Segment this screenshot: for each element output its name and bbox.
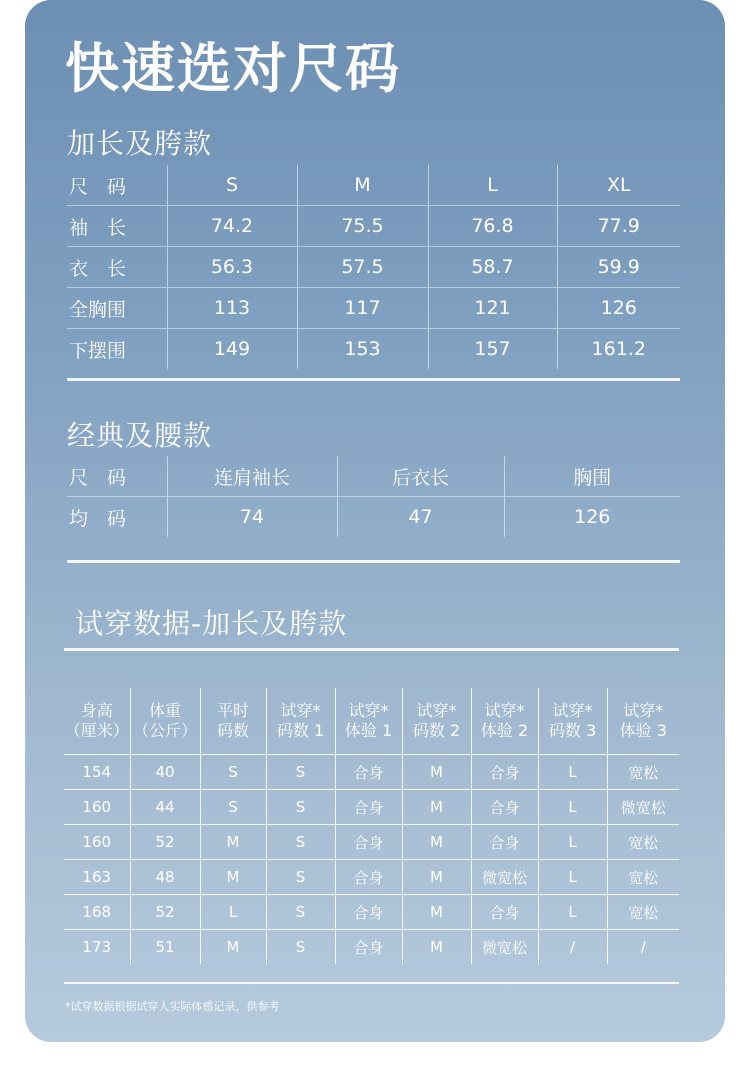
trial-cell: 168 — [64, 895, 130, 930]
size-value: 113 — [167, 288, 297, 329]
size-value: 161.2 — [557, 329, 680, 370]
trial-cell: 合身 — [335, 825, 402, 860]
trial-header-cell — [64, 688, 130, 755]
trial-header-text: （公斤） — [132, 721, 197, 740]
trial-cell: M — [402, 755, 471, 790]
trial-cell: M — [200, 860, 266, 895]
header-cell: S — [167, 165, 297, 206]
trial-header-cell — [130, 688, 200, 755]
trial-header-text: 试穿* — [416, 701, 457, 720]
trial-cell: S — [266, 825, 335, 860]
section-divider — [64, 648, 679, 651]
trial-header-cell — [266, 688, 335, 755]
trial-cell: S — [200, 755, 266, 790]
trial-header-cell — [402, 688, 471, 755]
trial-header-cell — [200, 688, 266, 755]
size-table-long-wide — [67, 165, 680, 369]
row-label: 全胸围 — [67, 288, 167, 329]
row-label: 袖 长 — [67, 206, 167, 247]
section-divider — [67, 560, 680, 563]
trial-header-text: 试穿* — [484, 701, 525, 720]
trial-header-cell — [607, 688, 679, 755]
size-row — [67, 206, 680, 247]
trial-row — [64, 755, 679, 790]
section-divider — [64, 982, 679, 984]
size-value: 56.3 — [167, 247, 297, 288]
trial-cell: L — [200, 895, 266, 930]
trial-header-text: 码数 — [216, 721, 249, 740]
size-value: 74 — [167, 497, 337, 538]
size-row — [67, 497, 680, 538]
size-row — [67, 288, 680, 329]
trial-row — [64, 930, 679, 965]
header-cell: XL — [557, 165, 680, 206]
trial-header-cell — [538, 688, 607, 755]
size-row — [67, 247, 680, 288]
size-value: 153 — [297, 329, 428, 370]
trial-row — [64, 825, 679, 860]
size-value: 59.9 — [557, 247, 680, 288]
header-cell: 后衣长 — [337, 456, 504, 497]
trial-table — [64, 688, 679, 964]
row-label: 下摆围 — [69, 339, 127, 362]
trial-cell: 40 — [130, 755, 200, 790]
header-cell: M — [297, 165, 428, 206]
trial-header-row — [64, 688, 679, 755]
trial-cell: 合身 — [471, 790, 538, 825]
size-value: 121 — [428, 288, 557, 329]
size-header-row — [67, 165, 680, 206]
size-value: 75.5 — [297, 206, 428, 247]
trial-cell: M — [200, 825, 266, 860]
trial-cell: 154 — [64, 755, 130, 790]
trial-cell: 宽松 — [607, 895, 679, 930]
trial-cell: 合身 — [471, 825, 538, 860]
size-row — [67, 329, 680, 370]
trial-cell: M — [402, 790, 471, 825]
size-value: 117 — [297, 288, 428, 329]
trial-cell: 160 — [64, 790, 130, 825]
trial-header-text: 平时 — [216, 701, 249, 720]
trial-cell: M — [402, 930, 471, 965]
trial-cell: S — [266, 895, 335, 930]
trial-row — [64, 895, 679, 930]
trial-cell: 51 — [130, 930, 200, 965]
size-header-row — [67, 456, 680, 497]
size-value: 76.8 — [428, 206, 557, 247]
trial-cell: M — [402, 860, 471, 895]
row-label: 均 码 — [69, 507, 127, 530]
trial-cell: L — [538, 755, 607, 790]
trial-cell: 合身 — [471, 755, 538, 790]
trial-cell: 合身 — [335, 790, 402, 825]
trial-cell: 合身 — [335, 860, 402, 895]
trial-cell: M — [200, 930, 266, 965]
size-value: 74.2 — [167, 206, 297, 247]
trial-header-text: 码数 3 — [548, 721, 597, 740]
trial-cell: 微宽松 — [607, 790, 679, 825]
trial-cell: 宽松 — [607, 860, 679, 895]
trial-cell: 44 — [130, 790, 200, 825]
trial-row — [64, 860, 679, 895]
page-title: 快速选对尺码 — [65, 37, 401, 100]
trial-header-text: （厘米） — [64, 721, 129, 740]
trial-cell: 合身 — [335, 755, 402, 790]
size-value: 57.5 — [297, 247, 428, 288]
header-cell: L — [428, 165, 557, 206]
trial-cell: M — [402, 895, 471, 930]
trial-cell: M — [402, 825, 471, 860]
size-value: 126 — [557, 288, 680, 329]
trial-cell: L — [538, 790, 607, 825]
trial-cell: L — [538, 860, 607, 895]
trial-cell: 163 — [64, 860, 130, 895]
trial-cell: 合身 — [471, 895, 538, 930]
trial-header-text: 体重 — [148, 701, 181, 720]
size-guide-card — [25, 0, 725, 1042]
trial-cell: 48 — [130, 860, 200, 895]
trial-header-text: 试穿* — [623, 701, 664, 720]
trial-cell: S — [200, 790, 266, 825]
trial-cell: 160 — [64, 825, 130, 860]
size-value: 47 — [337, 497, 504, 538]
trial-cell: L — [538, 825, 607, 860]
size-value: 149 — [167, 329, 297, 370]
trial-cell: / — [538, 930, 607, 965]
trial-header-cell — [471, 688, 538, 755]
size-value: 77.9 — [557, 206, 680, 247]
trial-header-text: 试穿* — [280, 701, 321, 720]
trial-cell: L — [538, 895, 607, 930]
row-label: 衣 长 — [67, 247, 167, 288]
trial-header-text: 试穿* — [348, 701, 389, 720]
trial-header-text: 码数 2 — [412, 721, 461, 740]
trial-header-text: 体验 3 — [619, 721, 667, 740]
size-value: 58.7 — [428, 247, 557, 288]
trial-cell: 微宽松 — [471, 930, 538, 965]
footnote: *试穿数据根据试穿人实际体感记录，供参考 — [65, 1000, 280, 1013]
trial-cell: 52 — [130, 895, 200, 930]
section-title-long-wide: 加长及胯款 — [67, 127, 213, 160]
trial-header-text: 体验 1 — [344, 721, 393, 740]
size-table-classic — [67, 456, 680, 537]
trial-cell: S — [266, 860, 335, 895]
trial-cell: 173 — [82, 938, 112, 956]
header-cell: 尺 码 — [67, 456, 167, 497]
header-cell: 连肩袖长 — [167, 456, 337, 497]
size-value: 126 — [504, 497, 680, 538]
trial-row — [64, 790, 679, 825]
size-value: 157 — [428, 329, 557, 370]
trial-header-text: 体验 2 — [480, 721, 529, 740]
trial-cell: S — [266, 755, 335, 790]
trial-cell: 宽松 — [607, 825, 679, 860]
trial-cell: S — [266, 930, 335, 965]
header-cell: 尺 码 — [67, 165, 167, 206]
trial-header-text: 码数 1 — [276, 721, 325, 740]
section-divider — [67, 378, 680, 381]
trial-header-cell — [335, 688, 402, 755]
trial-header-text: 试穿* — [552, 701, 593, 720]
trial-cell: 微宽松 — [471, 860, 538, 895]
header-cell: 胸围 — [504, 456, 680, 497]
section-title-trial: 试穿数据-加长及胯款 — [75, 607, 348, 640]
trial-cell: 52 — [130, 825, 200, 860]
trial-cell: 合身 — [335, 895, 402, 930]
section-title-classic: 经典及腰款 — [67, 419, 213, 452]
trial-cell: 宽松 — [607, 755, 679, 790]
trial-cell: / — [607, 930, 679, 965]
trial-cell: S — [266, 790, 335, 825]
trial-cell: 合身 — [335, 930, 402, 965]
trial-header-text: 身高 — [80, 701, 113, 720]
